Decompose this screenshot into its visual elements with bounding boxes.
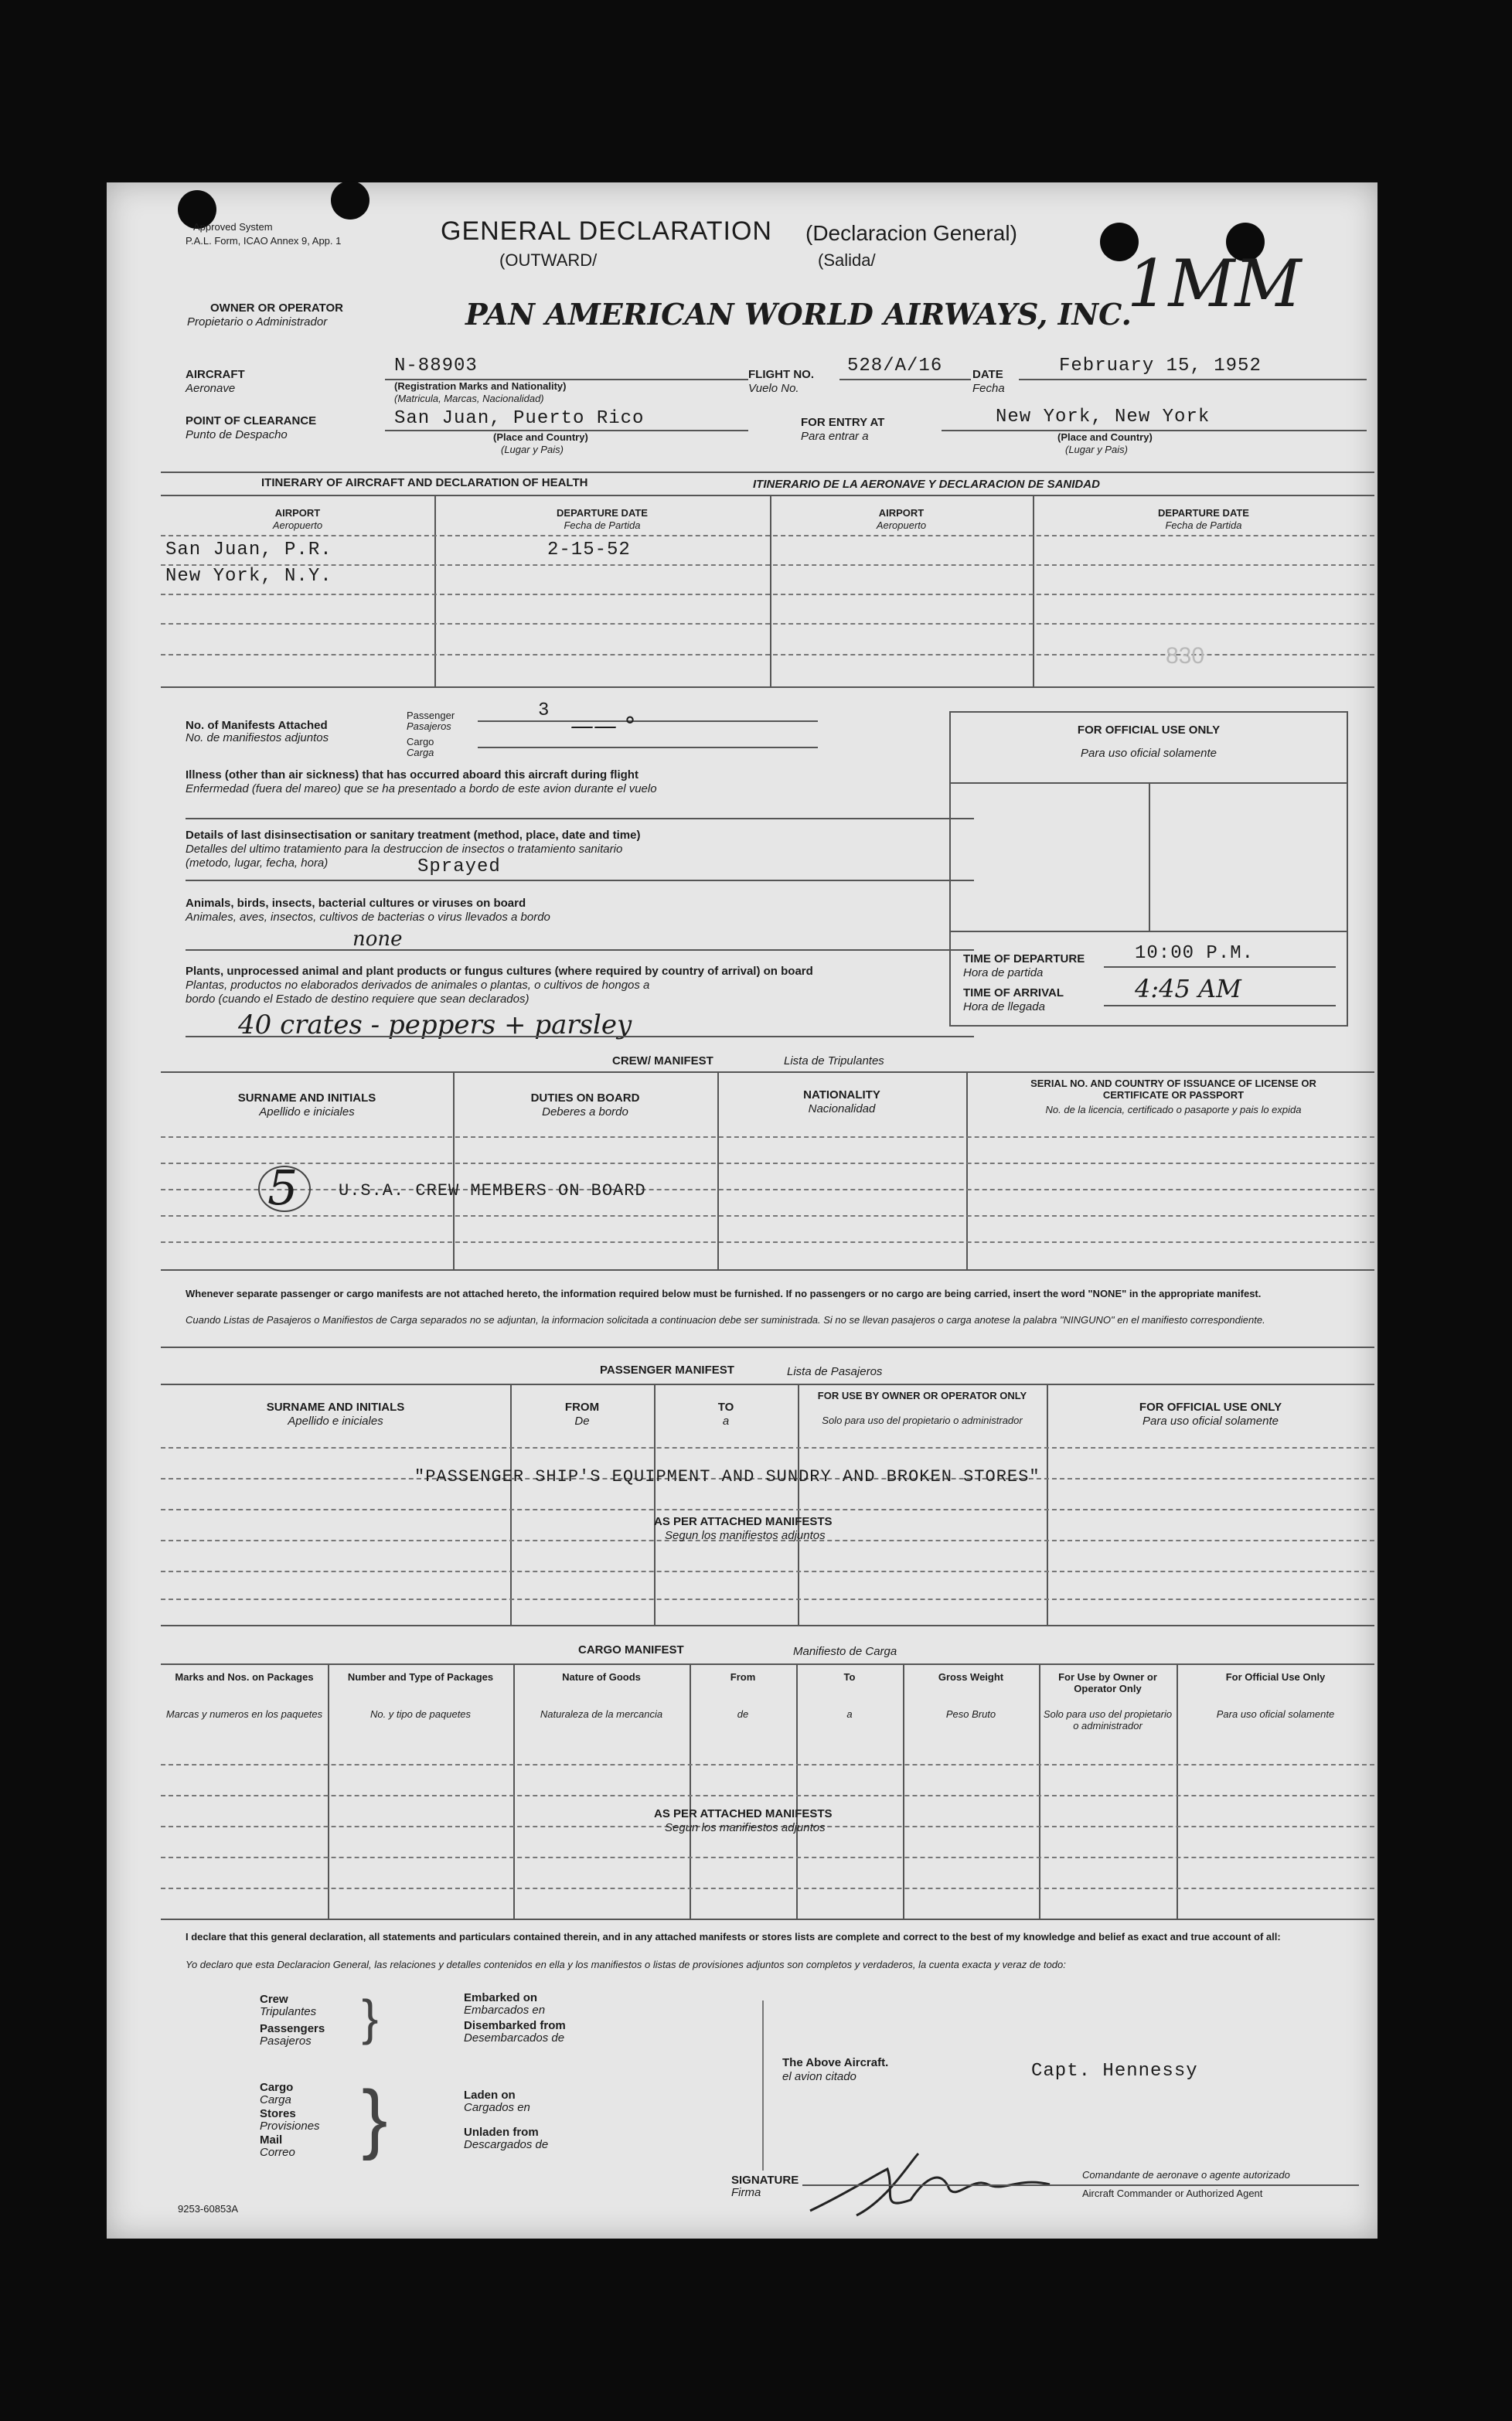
- cargo-col-divider: [1039, 1663, 1040, 1919]
- signature-label-es: Firma: [731, 2186, 761, 2199]
- arrival-time-label-es: Hora de llegada: [963, 1000, 1045, 1013]
- cargo-col-header: For Use by Owner or Operator Only: [1058, 1671, 1157, 1694]
- decl-unladen-es: Descargados de: [464, 2138, 549, 2151]
- crew-col-surname: SURNAME AND INITIALS: [237, 1091, 376, 1105]
- cargo-col-divider: [1177, 1663, 1178, 1919]
- pax-col-owner-es: Solo para uso del propietario o administrador: [822, 1415, 1023, 1426]
- punch-hole: [331, 181, 369, 220]
- crew-col-duties: DUTIES ON BOARD: [530, 1091, 640, 1105]
- crew-col-surname-es: Apellido e iniciales: [259, 1105, 355, 1119]
- cargo-col-header-es: Solo para uso del propietario o administrador: [1043, 1708, 1173, 1731]
- arrival-time-value: 4:45 AM: [1135, 974, 1241, 1003]
- entry-sub: (Place and Country): [1057, 431, 1153, 443]
- arrival-time-label: TIME OF ARRIVAL: [963, 986, 1064, 999]
- decl-disembarked-es: Desembarcados de: [464, 2031, 565, 2045]
- departure-time-value: 10:00 P.M.: [1135, 943, 1255, 964]
- decl-stores: Stores: [260, 2107, 296, 2120]
- cargo-col-divider: [513, 1663, 515, 1919]
- date-label: DATE: [972, 368, 1003, 381]
- decl-mail-es: Correo: [260, 2146, 295, 2159]
- declaration-form: [107, 182, 1377, 2239]
- pax-col-from-es: De: [574, 1415, 590, 1428]
- owner-label: OWNER OR OPERATOR: [210, 301, 343, 315]
- itinerary-heading-es: ITINERARIO DE LA AERONAVE Y DECLARACION DE SANIDAD: [753, 478, 1100, 491]
- itin-col-airport-es: Aeropuerto: [272, 519, 323, 531]
- animals-label-es: Animales, aves, insectos, cultivos de bacterias o virus llevados a bordo: [186, 911, 550, 924]
- illness-label: Illness (other than air sickness) that has occurred aboard this aircraft during flight: [186, 768, 639, 781]
- pax-col-surname-es: Apellido e iniciales: [288, 1415, 383, 1428]
- form-title-es: (Declaracion General): [805, 221, 1017, 245]
- cargo-col-header-es: No. y tipo de paquetes: [369, 1708, 472, 1720]
- direction-label: (OUTWARD/: [499, 250, 598, 270]
- itin-col-airport-2-es: Aeropuerto: [876, 519, 927, 531]
- cargo-label-es: Carga: [407, 747, 434, 758]
- departure-time-label: TIME OF DEPARTURE: [963, 952, 1085, 965]
- clearance-sub: (Place and Country): [493, 431, 588, 443]
- brace-2: }: [362, 2075, 388, 2161]
- date-label-es: Fecha: [972, 382, 1005, 395]
- form-number: 9253-60853A: [178, 2203, 239, 2215]
- itin-col-date: DEPARTURE DATE: [557, 507, 648, 519]
- crew-heading: CREW/ MANIFEST: [612, 1054, 713, 1067]
- cargo-col-header-es: Naturaleza de la mercancia: [540, 1708, 663, 1720]
- aircraft-label: AIRCRAFT: [186, 368, 245, 381]
- decl-unladen: Unladen from: [464, 2126, 539, 2139]
- disinsection-label-es: Detalles del ultimo tratamiento para la destruccion de insectos o tratamiento sanitario: [186, 843, 623, 856]
- cargo-col-divider: [690, 1663, 691, 1919]
- clearance-label: POINT OF CLEARANCE: [186, 414, 317, 427]
- pax-col-official: FOR OFFICIAL USE ONLY: [1139, 1401, 1282, 1414]
- animals-value: none: [352, 928, 403, 951]
- itin-col-airport: AIRPORT: [274, 507, 321, 519]
- decl-mail: Mail: [260, 2133, 283, 2147]
- above-aircraft-es: el avion citado: [782, 2070, 856, 2083]
- crew-count: 5: [267, 1159, 298, 1216]
- cargo-col-header: Marks and Nos. on Packages: [175, 1671, 314, 1683]
- above-aircraft: The Above Aircraft.: [782, 2056, 889, 2069]
- decl-laden: Laden on: [464, 2089, 516, 2102]
- passenger-typed-note: "PASSENGER SHIP'S EQUIPMENT AND SUNDRY AND BROKEN STORES": [414, 1467, 1040, 1486]
- flight-label-es: Vuelo No.: [748, 382, 799, 395]
- plants-label: Plants, unprocessed animal and plant products or fungus cultures (where required by country of arrival) on board: [186, 965, 813, 978]
- cargo-col-header-es: Para uso oficial solamente: [1216, 1708, 1335, 1720]
- manifest-notice: Whenever separate passenger or cargo manifests are not attached hereto, the information required below must be furnished. If no passengers or no cargo are being carried, insert the word "NONE" in the appropriate manifest.: [186, 1288, 1262, 1299]
- crew-col-license: SERIAL NO. AND COUNTRY OF ISSUANCE OF LICENSE OR CERTIFICATE OR PASSPORT: [1030, 1078, 1316, 1101]
- cargo-scribble: —— °: [570, 713, 636, 740]
- passenger-heading-es: Lista de Pasajeros: [787, 1365, 883, 1378]
- clearance-sub-es: (Lugar y Pais): [501, 444, 564, 455]
- cargo-attached: AS PER ATTACHED MANIFESTS: [654, 1807, 833, 1820]
- crew-col-nationality-es: Nacionalidad: [808, 1102, 876, 1115]
- pax-col-official-es: Para uso oficial solamente: [1143, 1415, 1279, 1428]
- cargo-heading-es: Manifiesto de Carga: [793, 1645, 897, 1658]
- aircraft-sub-es: (Matricula, Marcas, Nacionalidad): [394, 393, 544, 404]
- illness-label-es: Enfermedad (fuera del mareo) que se ha presentado a bordo de este avion durante el vuelo: [186, 782, 657, 795]
- entry-label-es: Para entrar a: [801, 430, 869, 443]
- cargo-col-header: Number and Type of Packages: [347, 1671, 494, 1683]
- crew-col-license-es: No. de la licencia, certificado o pasaporte y pais lo expida: [1045, 1104, 1302, 1115]
- itin-row1-airport: San Juan, P.R.: [165, 540, 332, 560]
- passenger-label-es: Pasajeros: [407, 720, 451, 732]
- cargo-col-header: For Official Use Only: [1225, 1671, 1326, 1683]
- plants-value: 40 crates - peppers + parsley: [238, 1010, 632, 1040]
- disinsection-label: Details of last disinsectisation or sanitary treatment (method, place, date and time): [186, 829, 641, 842]
- decl-disembarked: Disembarked from: [464, 2019, 566, 2032]
- decl-cargo: Cargo: [260, 2081, 294, 2094]
- decl-laden-es: Cargados en: [464, 2101, 530, 2114]
- itin-col-date-es: Fecha de Partida: [564, 519, 641, 531]
- decl-crew-es: Tripulantes: [260, 2005, 317, 2018]
- itin-col-date-2-es: Fecha de Partida: [1165, 519, 1242, 531]
- clearance-label-es: Punto de Despacho: [186, 428, 288, 441]
- itin-col-airport-2: AIRPORT: [878, 507, 925, 519]
- crew-col-nationality: NATIONALITY: [803, 1088, 880, 1102]
- manifest-notice-es: Cuando Listas de Pasajeros o Manifiestos de Carga separados no se adjuntan, la informacion solicitada a continuacion debe ser suministrada. Si no se llevan pasajeros o carga anotese la palabra "NINGUNO" en el manifiesto correspondiente.: [186, 1314, 1265, 1326]
- owner-label-es: Propietario o Administrador: [187, 315, 328, 329]
- pax-attached: AS PER ATTACHED MANIFESTS: [654, 1515, 833, 1528]
- approved-system: Approved System: [193, 221, 273, 233]
- entry-label: FOR ENTRY AT: [801, 416, 885, 429]
- declaration-text: I declare that this general declaration, all statements and particulars contained therein, and in any attached manifests or stores lists are complete and correct to the best of my knowledge and belief as exact and true account of all:: [186, 1931, 1281, 1943]
- declaration-text-es: Yo declaro que esta Declaracion General, las relaciones y detalles contenidos en ella y los manifiestos o listas de provisiones adjuntos son completos y verdaderos, la cuenta exacta y veraz de todo:: [186, 1959, 1066, 1970]
- cargo-attached-es: Segun los manifiestos adjuntos: [665, 1821, 826, 1834]
- crew-members-value: U.S.A. CREW MEMBERS ON BOARD: [339, 1181, 646, 1200]
- agent-label: Aircraft Commander or Authorized Agent: [1082, 2188, 1263, 2199]
- itin-col-date-2: DEPARTURE DATE: [1158, 507, 1249, 519]
- decl-stores-es: Provisiones: [260, 2120, 320, 2133]
- clearance-value: San Juan, Puerto Rico: [394, 408, 645, 429]
- pax-attached-es: Segun los manifiestos adjuntos: [665, 1529, 826, 1542]
- aircraft-value: N-88903: [394, 356, 478, 376]
- passenger-manifest-count: 3: [538, 700, 550, 721]
- aircraft-label-es: Aeronave: [186, 382, 236, 395]
- cargo-label: Cargo: [407, 736, 434, 747]
- stamp-number: 830: [1166, 643, 1205, 669]
- decl-embarked: Embarked on: [464, 1991, 538, 2004]
- handwritten-annotation: 1MM: [1127, 246, 1302, 322]
- animals-label: Animals, birds, insects, bacterial cultures or viruses on board: [186, 897, 526, 910]
- cargo-col-header-es: a: [846, 1708, 853, 1720]
- owner-value: PAN AMERICAN WORLD AIRWAYS, INC.: [465, 297, 1132, 332]
- plants-label-es: Plantas, productos no elaborados derivados de animales o plantas, o cultivos de hongos a: [186, 979, 650, 992]
- official-use-label-es: Para uso oficial solamente: [1081, 747, 1217, 760]
- flight-label: FLIGHT NO.: [748, 368, 814, 381]
- aircraft-sub: (Registration Marks and Nationality): [394, 380, 567, 392]
- date-value: February 15, 1952: [1059, 356, 1262, 376]
- decl-passengers: Passengers: [260, 2022, 325, 2035]
- passenger-heading: PASSENGER MANIFEST: [600, 1364, 734, 1377]
- itin-row2-airport: New York, N.Y.: [165, 566, 332, 587]
- direction-label-es: (Salida/: [818, 250, 876, 270]
- plants-label-es2: bordo (cuando el Estado de destino requiere que sean declarados): [186, 993, 530, 1006]
- decl-passengers-es: Pasajeros: [260, 2035, 312, 2048]
- pax-col-surname: SURNAME AND INITIALS: [266, 1401, 405, 1414]
- crew-col-duties-es: Deberes a bordo: [542, 1105, 628, 1119]
- cargo-col-divider: [328, 1663, 329, 1919]
- cargo-col-header-es: Peso Bruto: [945, 1708, 996, 1720]
- decl-embarked-es: Embarcados en: [464, 2004, 546, 2017]
- official-use-label: FOR OFFICIAL USE ONLY: [1077, 724, 1221, 737]
- form-title: GENERAL DECLARATION: [441, 216, 772, 246]
- pax-col-from: FROM: [564, 1401, 600, 1414]
- itinerary-heading: ITINERARY OF AIRCRAFT AND DECLARATION OF HEALTH: [261, 476, 588, 489]
- brace-1: }: [362, 1990, 379, 2045]
- cargo-col-divider: [903, 1663, 904, 1919]
- itin-row1-date: 2-15-52: [547, 540, 631, 560]
- entry-sub-es: (Lugar y Pais): [1065, 444, 1128, 455]
- captain-name: Capt. Hennessy: [1031, 2061, 1198, 2082]
- signature-label: SIGNATURE: [731, 2174, 799, 2187]
- entry-value: New York, New York: [996, 407, 1211, 427]
- passenger-label: Passenger: [407, 710, 455, 721]
- cargo-col-divider: [796, 1663, 798, 1919]
- disinsection-value: Sprayed: [417, 856, 501, 877]
- cargo-heading: CARGO MANIFEST: [578, 1643, 684, 1657]
- flight-value: 528/A/16: [847, 356, 943, 376]
- decl-cargo-es: Carga: [260, 2093, 291, 2106]
- cargo-col-header: Nature of Goods: [562, 1671, 641, 1683]
- cargo-col-header: From: [730, 1671, 756, 1683]
- form-reference: P.A.L. Form, ICAO Annex 9, App. 1: [186, 235, 342, 247]
- cargo-col-header-es: de: [737, 1708, 749, 1720]
- crew-heading-es: Lista de Tripulantes: [784, 1054, 884, 1067]
- departure-time-label-es: Hora de partida: [963, 966, 1044, 979]
- cargo-col-header-es: Marcas y numeros en los paquetes: [165, 1708, 323, 1720]
- pax-col-to: TO: [717, 1401, 734, 1414]
- cargo-col-header: To: [843, 1671, 856, 1683]
- crew-count-circle: [258, 1166, 311, 1212]
- decl-crew: Crew: [260, 1993, 288, 2006]
- pax-col-to-es: a: [722, 1415, 730, 1428]
- manifests-label: No. of Manifests Attached: [186, 719, 328, 732]
- pax-col-owner: FOR USE BY OWNER OR OPERATOR ONLY: [817, 1390, 1027, 1401]
- disinsection-label-es2: (metodo, lugar, fecha, hora): [186, 856, 329, 870]
- manifests-label-es: No. de manifiestos adjuntos: [186, 731, 329, 744]
- agent-label-es: Comandante de aeronave o agente autorizado: [1082, 2169, 1290, 2181]
- cargo-col-header: Gross Weight: [938, 1671, 1004, 1683]
